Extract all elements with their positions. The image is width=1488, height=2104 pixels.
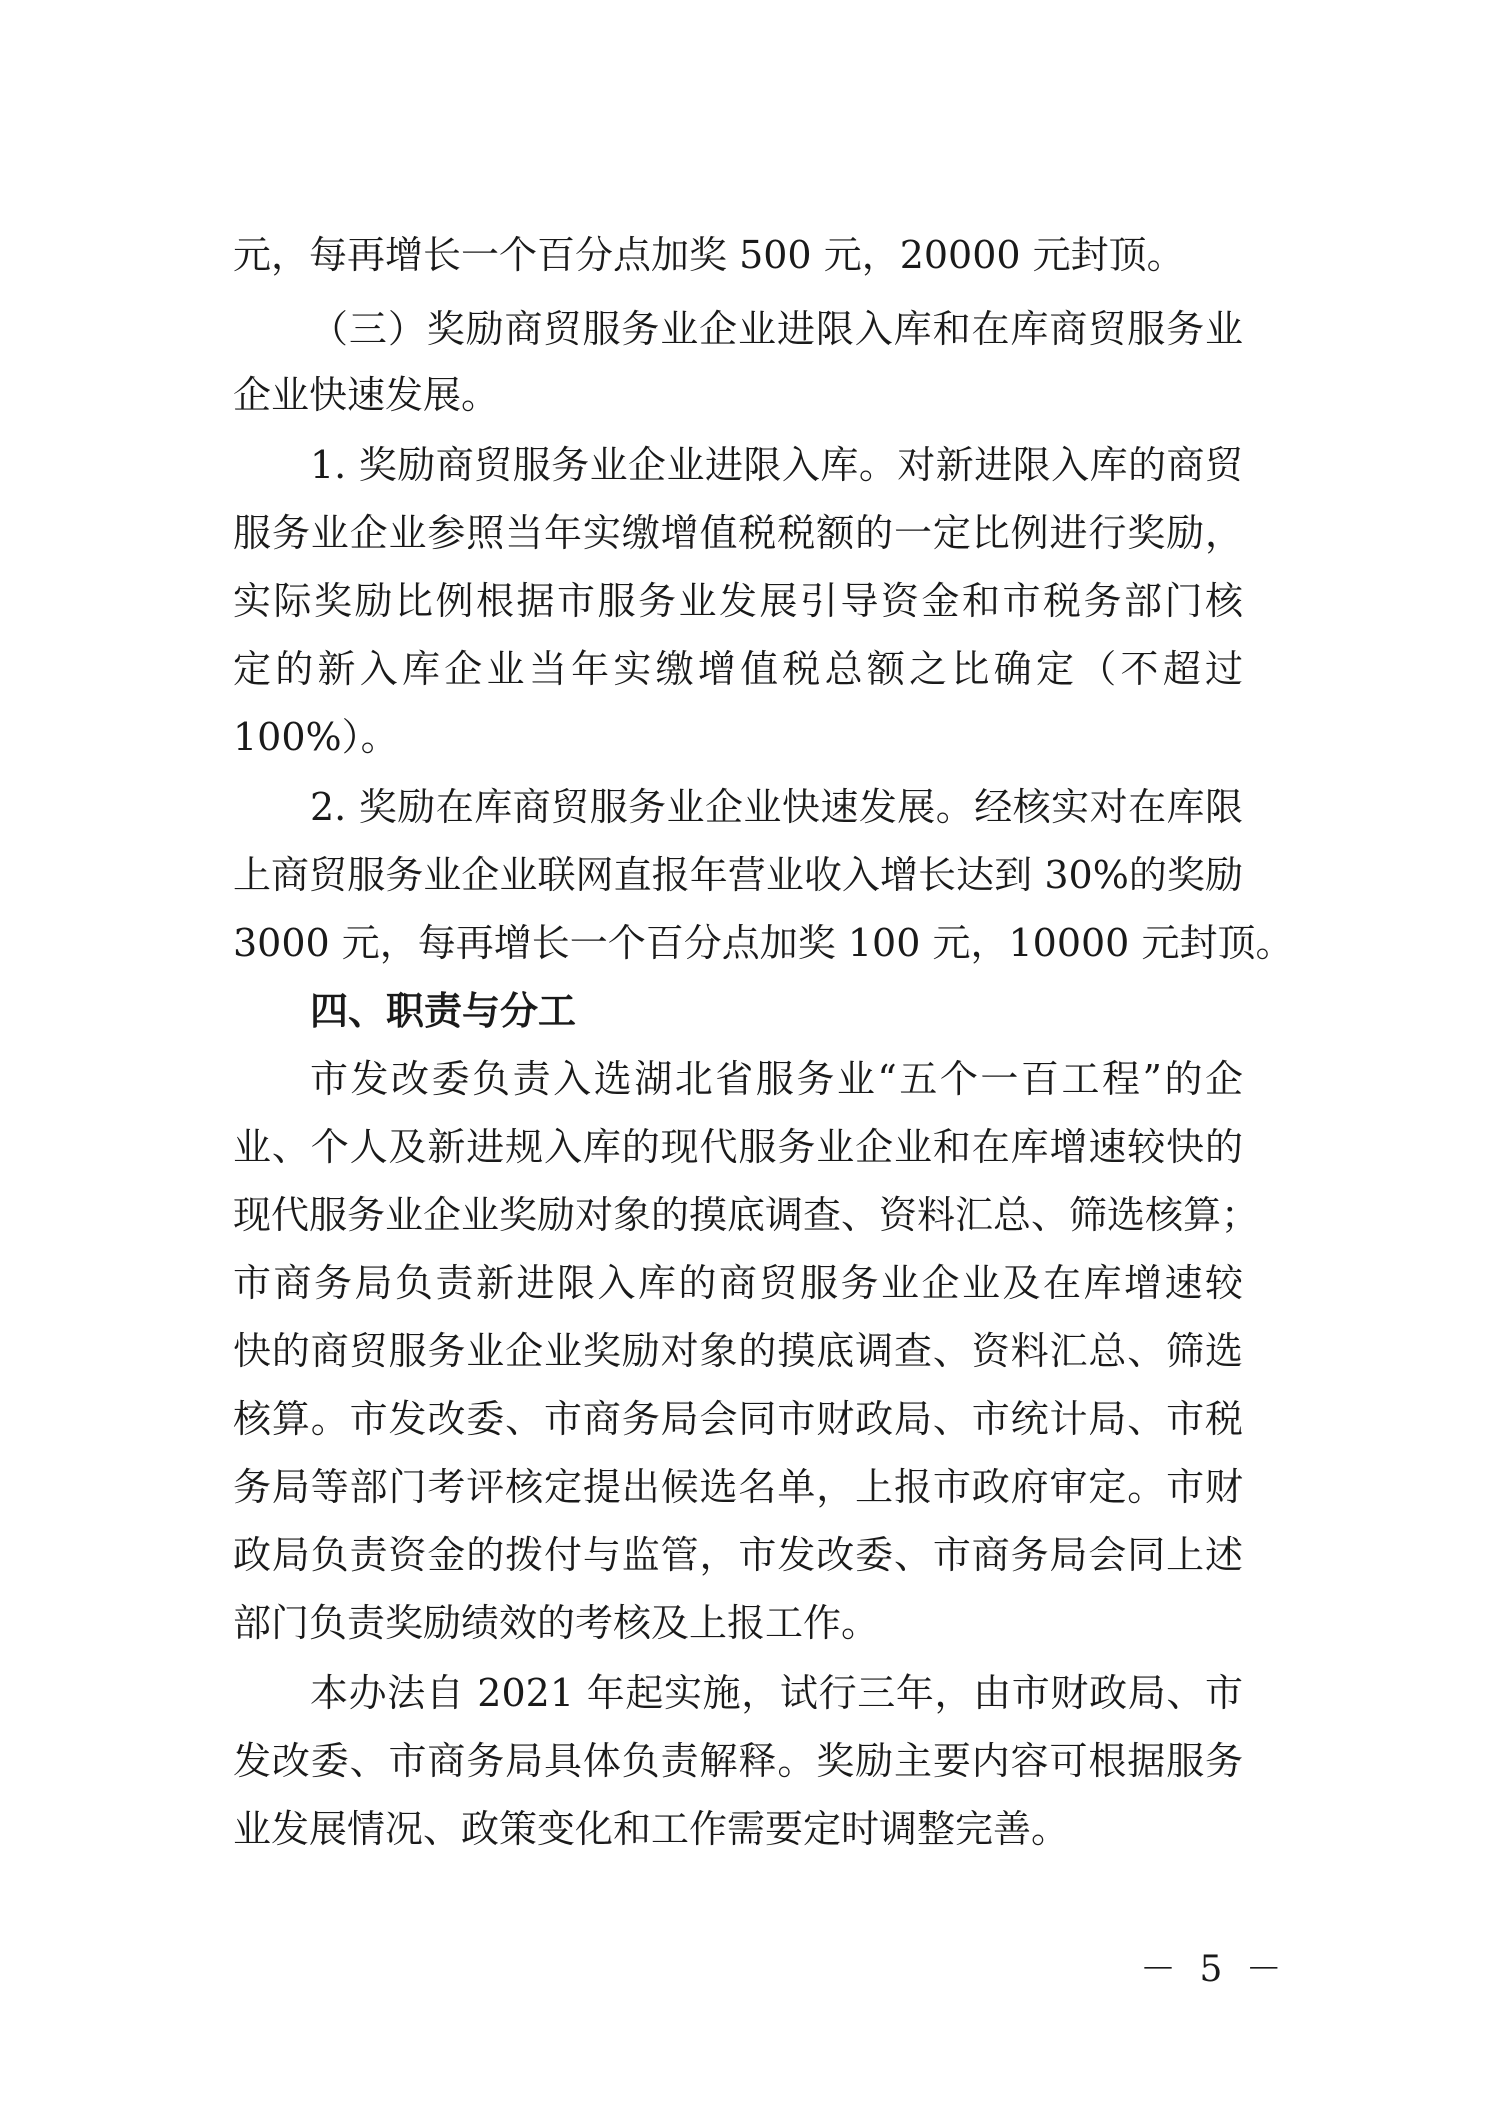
page-number: － 5 －: [1140, 1949, 1288, 1990]
closing-line-2: 发改委、市商务局具体负责解释。奖励主要内容可根据服务: [233, 1739, 1243, 1783]
item-2-line-2: 上商贸服务业企业联网直报年营业收入增长达到 30%的奖励: [233, 853, 1243, 897]
duty-line-4: 市商务局负责新进限入库的商贸服务业企业及在库增速较: [233, 1261, 1243, 1305]
item-2-line-3: 3000 元，每再增长一个百分点加奖 100 元，10000 元封顶。: [233, 921, 1294, 965]
closing-line-3: 业发展情况、政策变化和工作需要定时调整完善。: [233, 1807, 1070, 1851]
item-1-line-1: 1. 奖励商贸服务业企业进限入库。对新进限入库的商贸: [310, 443, 1243, 487]
item-1-line-2: 服务业企业参照当年实缴增值税税额的一定比例进行奖励，: [233, 511, 1243, 555]
duty-line-7: 务局等部门考评核定提出候选名单，上报市政府审定。市财: [233, 1465, 1243, 1509]
closing-line-1: 本办法自 2021 年起实施，试行三年，由市财政局、市: [310, 1671, 1243, 1715]
item-1-line-4: 定的新入库企业当年实缴增值税总额之比确定（不超过: [233, 647, 1243, 691]
duty-line-8: 政局负责资金的拨付与监管，市发改委、市商务局会同上述: [233, 1533, 1243, 1577]
duty-line-3: 现代服务业企业奖励对象的摸底调查、资料汇总、筛选核算；: [233, 1193, 1260, 1237]
item-1-line-5: 100%）。: [233, 715, 399, 759]
duty-line-1: 市发改委负责入选湖北省服务业“五个一百工程”的企: [310, 1057, 1243, 1101]
duty-line-6: 核算。市发改委、市商务局会同市财政局、市统计局、市税: [233, 1397, 1243, 1441]
item-2-line-1: 2. 奖励在库商贸服务业企业快速发展。经核实对在库限: [310, 785, 1243, 829]
text-line-1: 元，每再增长一个百分点加奖 500 元，20000 元封顶。: [233, 233, 1185, 277]
section-heading-4: 四、职责与分工: [310, 989, 577, 1033]
duty-line-2: 业、个人及新进规入库的现代服务业企业和在库增速较快的: [233, 1125, 1243, 1169]
section-heading-3: （三）奖励商贸服务业企业进限入库和在库商贸服务业: [310, 307, 1243, 351]
text-line-3: 企业快速发展。: [233, 373, 500, 417]
duty-line-5: 快的商贸服务业企业奖励对象的摸底调查、资料汇总、筛选: [233, 1329, 1243, 1373]
item-1-line-3: 实际奖励比例根据市服务业发展引导资金和市税务部门核: [233, 579, 1243, 623]
duty-line-9: 部门负责奖励绩效的考核及上报工作。: [233, 1601, 880, 1645]
